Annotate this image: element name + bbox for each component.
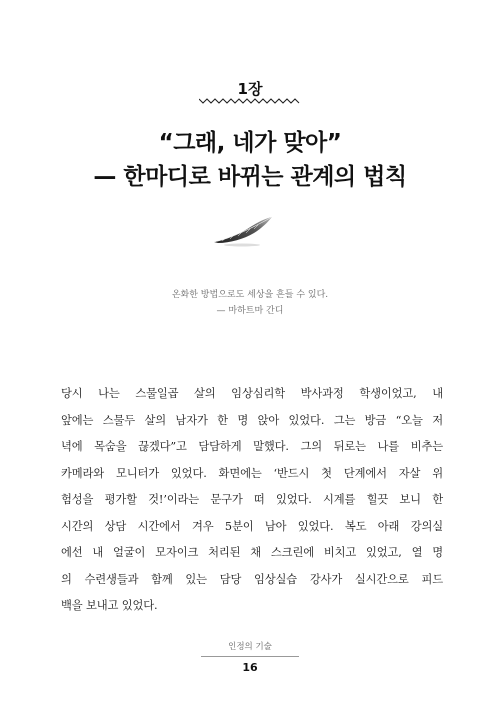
epigraph-quote: 온화한 방법으로도 세상을 흔들 수 있다. bbox=[171, 290, 329, 300]
chapter-title bbox=[0, 126, 500, 194]
page-number: 16 bbox=[242, 661, 258, 674]
footer-divider bbox=[201, 656, 299, 657]
chapter-title-line-1: “그래, 네가 맞아” bbox=[158, 130, 342, 156]
body-line: 백을 보내고 있었다. bbox=[61, 599, 158, 612]
body-line: 카메라와 모니터가 있었다. 화면에는 ‘반드시 첫 단계에서 자살 위 bbox=[61, 466, 443, 480]
feather-icon bbox=[212, 216, 274, 248]
body-line: 의 수련생들과 함께 있는 담당 임상실습 강사가 실시간으로 피드 bbox=[61, 572, 443, 586]
body-paragraph bbox=[61, 381, 443, 620]
body-line: 험성을 평가할 것!’이라는 문구가 떠 있었다. 시계를 힐끗 보니 한 bbox=[61, 493, 443, 506]
body-line: 앞에는 스물두 살의 남자가 한 명 앉아 있었다. 그는 방금 “오늘 저 bbox=[61, 413, 443, 427]
footer-book-title: 인정의 기술 bbox=[228, 642, 272, 652]
body-line: 에선 내 얼굴이 모자이크 처리된 채 스크린에 비치고 있었고, 열 명 bbox=[61, 546, 443, 559]
epigraph-attribution: — 마하트마 간디 bbox=[216, 306, 284, 316]
chapter-label: 1장 bbox=[237, 80, 263, 98]
body-line: 녁에 목숨을 끊겠다”고 담담하게 말했다. 그의 뒤로는 나를 비추는 bbox=[61, 440, 443, 453]
zigzag-divider-icon bbox=[199, 97, 301, 105]
chapter-title-line-2: — 한마디로 바뀌는 관계의 법칙 bbox=[93, 164, 407, 190]
body-line: 당시 나는 스물일곱 살의 임상심리학 박사과정 학생이었고, 내 bbox=[61, 387, 443, 400]
body-line: 시간의 상담 시간에서 겨우 5분이 남아 있었다. 복도 아래 강의실 bbox=[61, 519, 443, 533]
epigraph bbox=[0, 287, 500, 319]
